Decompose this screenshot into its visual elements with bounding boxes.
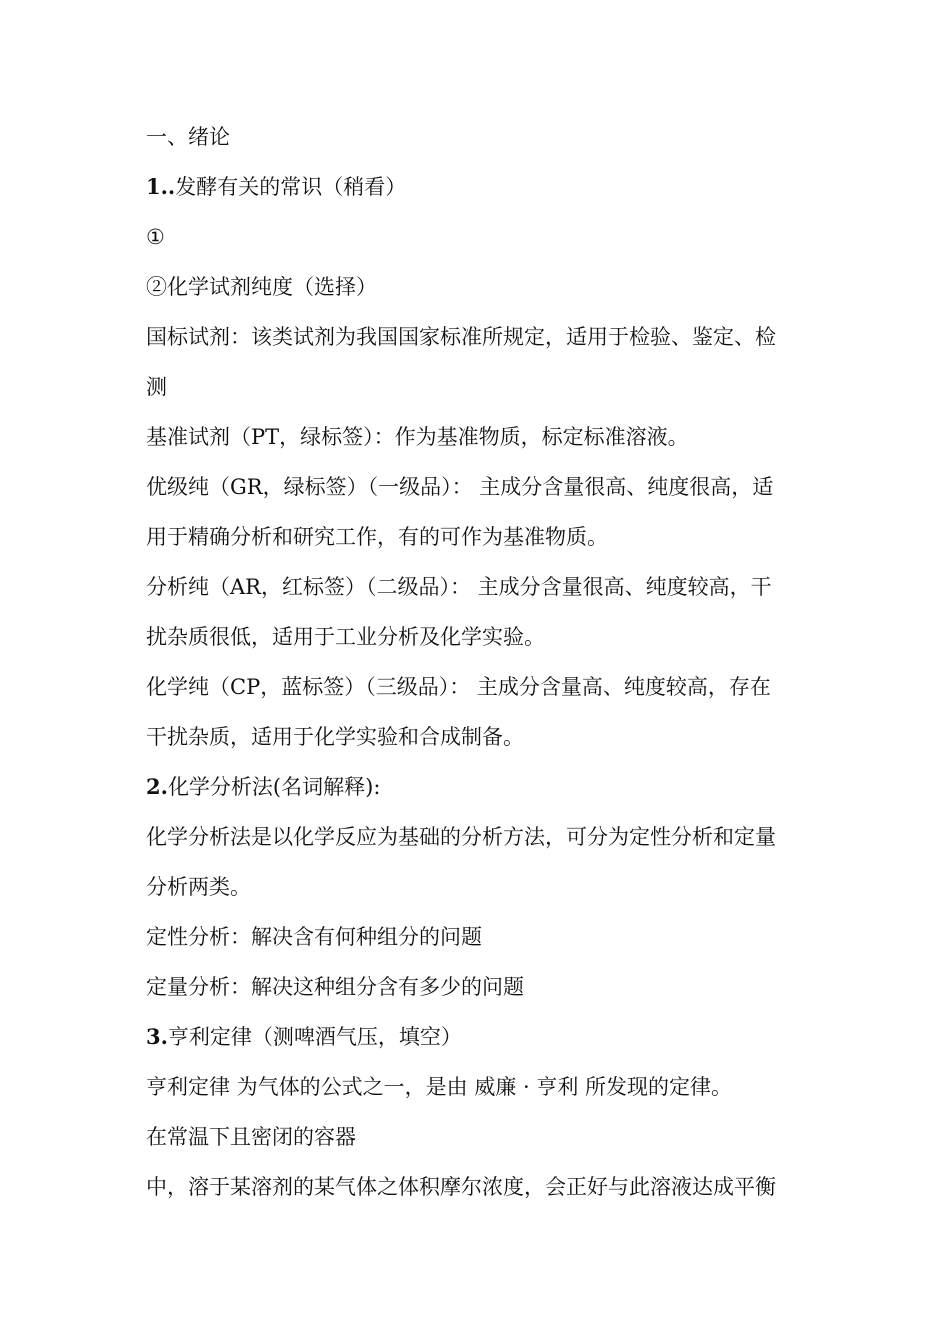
paragraph-line: 化学纯（CP，蓝标签）（三级品）： 主成分含量高、纯度较高，存在	[146, 675, 771, 699]
paragraph-line: 亨利定律 为气体的公式之一，是由 威廉 · 亨利 所发现的定律。	[146, 1075, 733, 1099]
paragraph-line: 中，溶于某溶剂的某气体之体积摩尔浓度，会正好与此溶液达成平衡	[146, 1175, 776, 1199]
paragraph-line: 分析两类。	[146, 875, 251, 899]
document-body	[146, 112, 810, 1212]
paragraph-line: 分析纯（AR，红标签）（二级品）： 主成分含量很高、纯度较高，干	[146, 575, 772, 599]
paragraph-line: 定量分析：解决这种组分含有多少的问题	[146, 975, 524, 999]
paragraph-line: 扰杂质很低，适用于工业分析及化学实验。	[146, 625, 545, 649]
heading-introduction: 一、绪论	[146, 125, 230, 149]
section-2-heading: 2.化学分析法(名词解释):	[146, 774, 381, 799]
paragraph-line: 国标试剂：该类试剂为我国国家标准所规定，适用于检验、鉴定、检	[146, 325, 776, 349]
list-item-2: ②化学试剂纯度（选择）	[146, 275, 377, 299]
list-item-1: ①	[146, 225, 165, 249]
paragraph-line: 优级纯（GR，绿标签）（一级品）： 主成分含量很高、纯度很高，适	[146, 475, 774, 499]
paragraph-line: 基准试剂（PT，绿标签）：作为基准物质，标定标准溶液。	[146, 425, 689, 449]
section-number: 3.	[146, 1024, 168, 1049]
section-number: 2.	[146, 774, 168, 799]
paragraph-line: 定性分析：解决含有何种组分的问题	[146, 925, 482, 949]
paragraph-line: 化学分析法是以化学反应为基础的分析方法，可分为定性分析和定量	[146, 825, 776, 849]
paragraph-line: 用于精确分析和研究工作，有的可作为基准物质。	[146, 525, 608, 549]
section-number: 1..	[146, 174, 176, 199]
paragraph-line: 测	[146, 375, 167, 399]
section-3-heading: 3.亨利定律（测啤酒气压，填空）	[146, 1024, 462, 1049]
paragraph-line: 干扰杂质，适用于化学实验和合成制备。	[146, 725, 524, 749]
paragraph-line: 在常温下且密闭的容器	[146, 1125, 356, 1149]
section-1-heading: 1..发酵有关的常识（稍看）	[146, 174, 407, 199]
